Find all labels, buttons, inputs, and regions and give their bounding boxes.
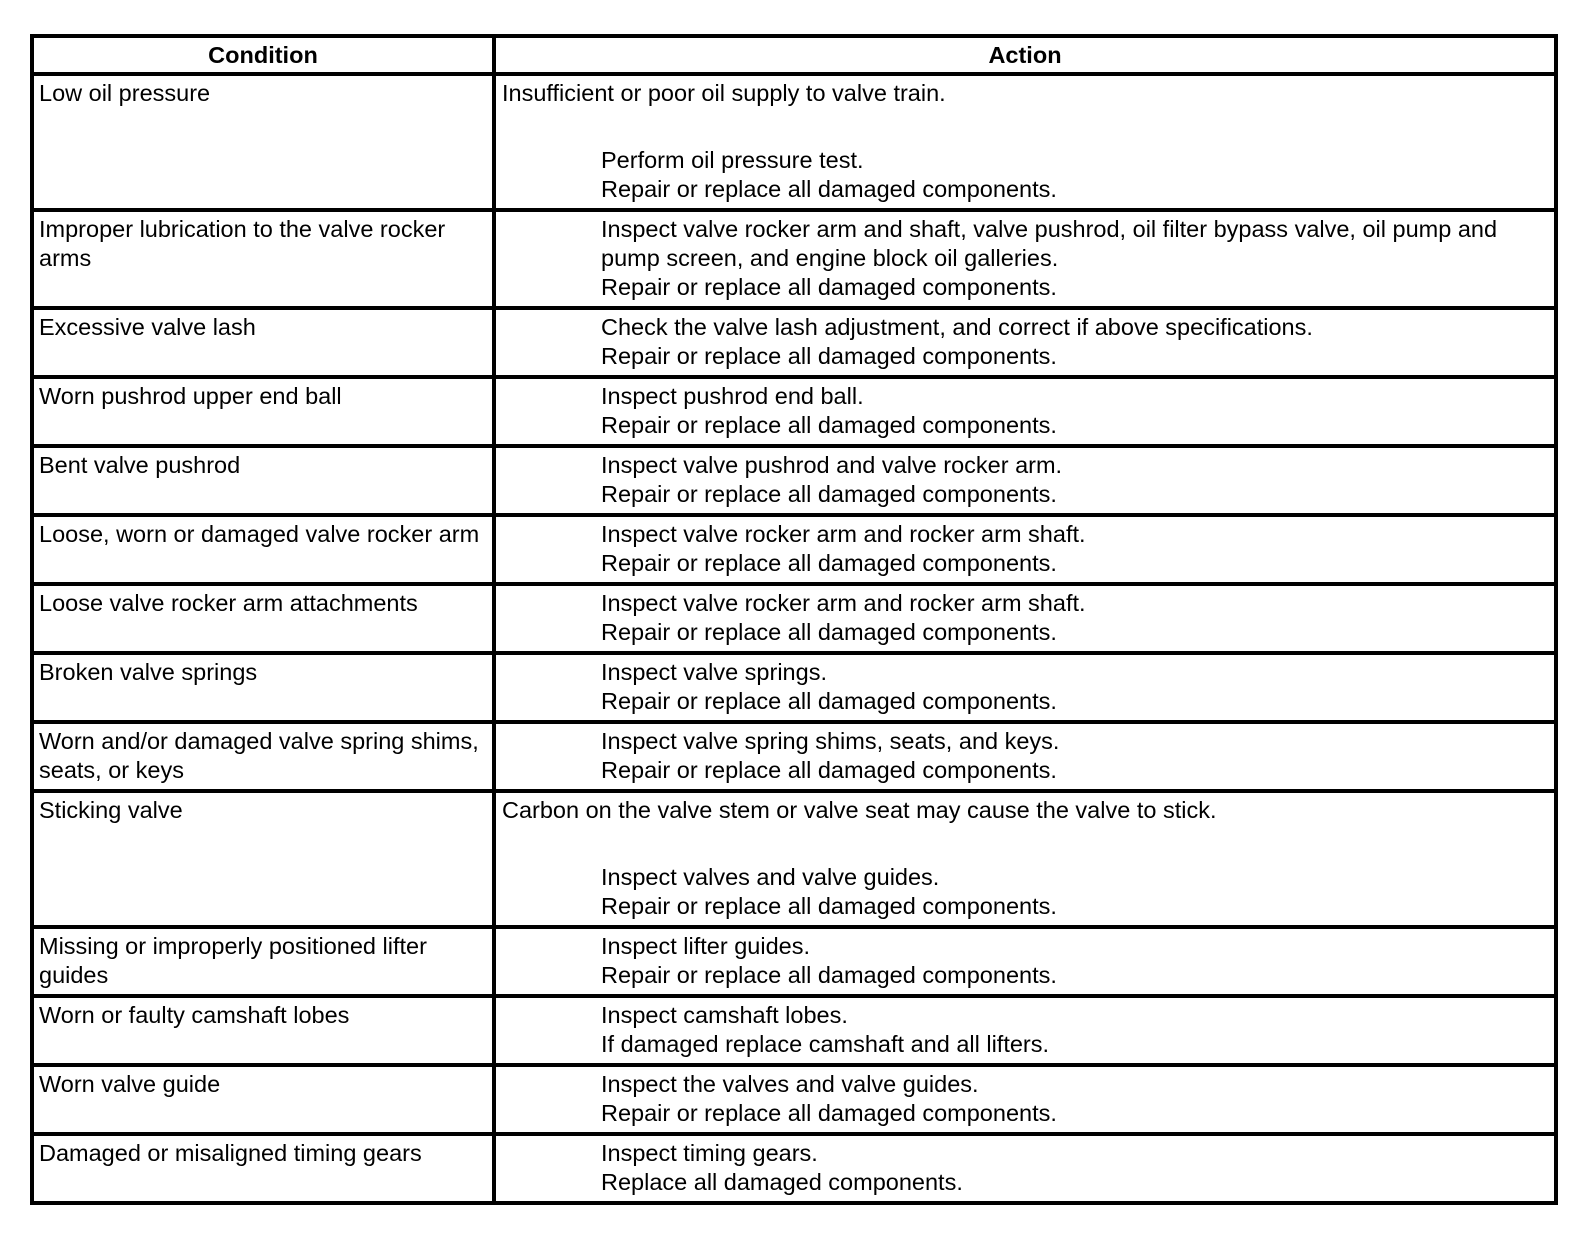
condition-text: Broken valve springs	[39, 659, 258, 685]
action-cell	[494, 927, 1556, 996]
action-cell	[494, 722, 1556, 791]
action-step: Inspect valves and valve guides.	[601, 864, 940, 890]
action-column-header: Action	[494, 36, 1556, 74]
table-body	[32, 74, 1556, 1203]
condition-text: Worn pushrod upper end ball	[39, 383, 342, 409]
condition-text: Worn valve guide	[39, 1071, 221, 1097]
action-step: Check the valve lash adjustment, and correct if above specifications.	[601, 314, 1313, 340]
table-row	[32, 996, 1556, 1065]
action-step: Inspect valve springs.	[601, 659, 827, 685]
action-step: Inspect camshaft lobes.	[601, 1002, 848, 1028]
action-step: Inspect valve spring shims, seats, and keys.	[601, 728, 1060, 754]
condition-text: Improper lubrication to the valve rocker arms	[39, 216, 446, 271]
action-step: Repair or replace all damaged components.	[601, 412, 1057, 438]
condition-cell	[32, 1134, 494, 1203]
action-step: Inspect valve pushrod and valve rocker arm.	[601, 452, 1063, 478]
condition-text: Worn and/or damaged valve spring shims, seats, or keys	[39, 728, 479, 783]
action-cell	[494, 584, 1556, 653]
action-step: Repair or replace all damaged components.	[601, 1100, 1057, 1126]
condition-cell	[32, 996, 494, 1065]
condition-cell	[32, 791, 494, 927]
condition-cell	[32, 446, 494, 515]
action-step: Repair or replace all damaged components.	[601, 962, 1057, 988]
condition-text: Loose valve rocker arm attachments	[39, 590, 418, 616]
condition-cell	[32, 653, 494, 722]
condition-text: Missing or improperly positioned lifter guides	[39, 933, 427, 988]
action-cell	[494, 446, 1556, 515]
condition-text: Low oil pressure	[39, 80, 211, 106]
condition-column-header: Condition	[32, 36, 494, 74]
action-step: If damaged replace camshaft and all lifters.	[601, 1031, 1050, 1057]
action-cell	[494, 1065, 1556, 1134]
header-row	[32, 36, 1556, 74]
action-step: Inspect timing gears.	[601, 1140, 818, 1166]
condition-text: Worn or faulty camshaft lobes	[39, 1002, 350, 1028]
action-cell	[494, 791, 1556, 927]
action-step: Inspect valve rocker arm and rocker arm shaft.	[601, 521, 1086, 547]
action-step: Inspect valve rocker arm and shaft, valve pushrod, oil filter bypass valve, oil pump and pump screen, and engine block oil galleries.	[601, 216, 1498, 271]
action-cell	[494, 515, 1556, 584]
action-step: Repair or replace all damaged components.	[601, 343, 1057, 369]
action-step: Inspect the valves and valve guides.	[601, 1071, 979, 1097]
action-step: Repair or replace all damaged components.	[601, 893, 1057, 919]
table-row	[32, 927, 1556, 996]
action-step: Inspect lifter guides.	[601, 933, 810, 959]
table-row	[32, 1134, 1556, 1203]
table-row	[32, 584, 1556, 653]
action-step: Repair or replace all damaged components.	[601, 619, 1057, 645]
action-cell	[494, 210, 1556, 308]
condition-cell	[32, 377, 494, 446]
action-cell	[494, 74, 1556, 210]
condition-text: Bent valve pushrod	[39, 452, 241, 478]
condition-text: Excessive valve lash	[39, 314, 256, 340]
table-row	[32, 446, 1556, 515]
condition-text: Loose, worn or damaged valve rocker arm	[39, 521, 480, 547]
action-step: Perform oil pressure test.	[601, 147, 864, 173]
action-intro: Carbon on the valve stem or valve seat may cause the valve to stick.	[502, 797, 1217, 823]
table-row	[32, 308, 1556, 377]
action-step: Repair or replace all damaged components.	[601, 176, 1057, 202]
action-cell	[494, 996, 1556, 1065]
condition-text: Sticking valve	[39, 797, 183, 823]
condition-cell	[32, 1065, 494, 1134]
condition-cell	[32, 927, 494, 996]
table-row	[32, 722, 1556, 791]
action-step: Repair or replace all damaged components.	[601, 688, 1057, 714]
action-intro: Insufficient or poor oil supply to valve train.	[502, 80, 946, 106]
action-step: Inspect pushrod end ball.	[601, 383, 864, 409]
condition-cell	[32, 308, 494, 377]
condition-text: Damaged or misaligned timing gears	[39, 1140, 422, 1166]
condition-cell	[32, 515, 494, 584]
diagnostic-table-container	[30, 34, 1554, 1205]
action-cell	[494, 308, 1556, 377]
table-row	[32, 74, 1556, 210]
action-cell	[494, 653, 1556, 722]
table-row	[32, 515, 1556, 584]
table-row	[32, 377, 1556, 446]
condition-cell	[32, 74, 494, 210]
table-row	[32, 653, 1556, 722]
action-step: Repair or replace all damaged components.	[601, 550, 1057, 576]
table-row	[32, 210, 1556, 308]
action-step: Repair or replace all damaged components.	[601, 274, 1057, 300]
action-step: Inspect valve rocker arm and rocker arm shaft.	[601, 590, 1086, 616]
diagnostic-table	[30, 34, 1558, 1205]
table-row	[32, 1065, 1556, 1134]
action-step: Replace all damaged components.	[601, 1169, 963, 1195]
table-row	[32, 791, 1556, 927]
action-step: Repair or replace all damaged components.	[601, 481, 1057, 507]
condition-cell	[32, 722, 494, 791]
condition-cell	[32, 210, 494, 308]
condition-cell	[32, 584, 494, 653]
action-cell	[494, 377, 1556, 446]
action-step: Repair or replace all damaged components.	[601, 757, 1057, 783]
table-header	[32, 36, 1556, 74]
action-cell	[494, 1134, 1556, 1203]
